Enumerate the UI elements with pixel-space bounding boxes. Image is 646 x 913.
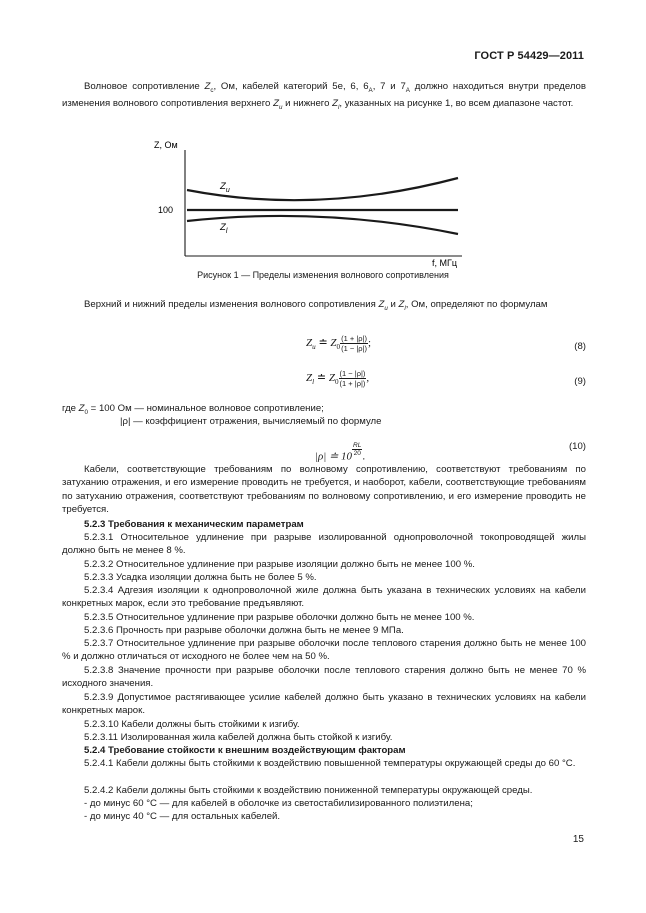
item-5-2-3-4: 5.2.3.4 Адгезия изоляции к однопроволочной жиле должна быть указана в технических условиях на кабели конкретных марок, если это требование предъявляют. (62, 585, 586, 610)
formula-10-exponent: $\frac{RL}{20}$ (353, 442, 362, 457)
formula-8: $Z_u$ ≐ $Z_0$ $\frac{(1 + |\rho|)}{(1 - |\rho|)}$ ; (306, 334, 372, 353)
formula-9-number: (9) (574, 376, 586, 387)
where-line-1: где $Z_0 = 100$ Ом — номинальное волновое сопротивление; (62, 403, 324, 416)
page-number: 15 (572, 834, 584, 845)
item-5-2-4-1: 5.2.4.1 Кабели должны быть стойкими к воздействию повышенной температуры окружающей среды до 60 °С. (84, 758, 576, 769)
intro-paragraph: Волновое сопротивление $Z_c$, Ом, кабелей категорий 5е, 6, $6_A$, 7 и $7_A$ должно находиться внутри пределов изменения волнового сопротивления верхнего $Z_u$ и нижнего $Z_l$, указанных на рисунке 1, во всем диапазоне частот. (62, 81, 586, 112)
item-5-2-3-9: 5.2.3.9 Допустимое растягивающее усилие кабелей должно быть указано в технических условиях на кабели конкретных марок. (62, 692, 586, 717)
lower-limit-curve (187, 216, 458, 234)
formula-8-number: (8) (574, 341, 586, 352)
item-5-2-3-8: 5.2.3.8 Значение прочности при разрыве оболочки после теплового старения должно быть не менее 70 % исходного значения. (62, 665, 586, 690)
formula-9-fraction: $\frac{(1 - |\rho|)}{(1 + |\rho|)}$ (339, 369, 366, 388)
formula-10-number: (10) (568, 441, 586, 452)
upper-curve-label: $Z_u$ (220, 181, 230, 194)
formula-8-fraction: $\frac{(1 + |\rho|)}{(1 - |\rho|)}$ (341, 334, 368, 353)
upper-limit-curve (187, 178, 458, 200)
item-5-2-3-11: 5.2.3.11 Изолированная жила кабелей должна быть стойкой к изгибу. (84, 732, 393, 743)
dash-item-1: - до минус 60 °С — для кабелей в оболочке из светостабилизированного полиэтилена; (84, 798, 473, 809)
x-axis-label: f, МГц (432, 258, 458, 268)
item-5-2-3-2: 5.2.3.2 Относительное удлинение при разрыве изоляции должно быть не менее 100 %. (84, 559, 475, 570)
tick-label-100: 100 (158, 205, 174, 215)
item-5-2-3-3: 5.2.3.3 Усадка изоляции должна быть не более 5 %. (84, 572, 317, 583)
figure-caption: Рисунок 1 — Пределы изменения волнового сопротивления (197, 270, 449, 280)
document-header: ГОСТ Р 54429—2011 (474, 50, 584, 62)
limits-paragraph: Верхний и нижний пределы изменения волнового сопротивления $Z_u$ и $Z_l$, Ом, определяют по формулам (84, 299, 548, 312)
item-5-2-4-2: 5.2.4.2 Кабели должны быть стойкими к воздействию пониженной температуры окружающей среды. (84, 785, 533, 796)
y-axis-label: Z, Ом (154, 140, 178, 150)
formula-9: $Z_l$ ≐ $Z_0$ $\frac{(1 - |\rho|)}{(1 + |\rho|)}$ , (306, 369, 370, 388)
where-line-2: |ρ| — коэффициент отражения, вычисляемый по формуле (120, 416, 382, 427)
item-5-2-3-7: 5.2.3.7 Относительное удлинение при разрыве оболочки после теплового старения должно быть не менее 100 % и должно отличаться от исходного не более чем на 50 %. (62, 638, 586, 663)
item-5-2-3-10: 5.2.3.10 Кабели должны быть стойкими к изгибу. (84, 719, 300, 730)
formula-10: |ρ| ≐ 10 $\frac{RL}{20}$ . (315, 442, 366, 463)
item-5-2-3-6: 5.2.3.6 Прочность при разрыве оболочки должна быть не менее 9 МПа. (84, 625, 404, 636)
return-loss-paragraph: Кабели, соответствующие требованиям по волновому сопротивлению, соответствуют требованиям по затуханию отражения, и его измерение проводить не требуется, и наоборот, кабели, соответствующие требованиям по затуханию отражения, соответствуют требованиям по волновому сопротивлению, и его измерение проводить не требуется. (62, 464, 586, 516)
section-5-2-4-title: 5.2.4 Требование стойкости к внешним воздействующим факторам (84, 745, 406, 756)
section-5-2-3-title: 5.2.3 Требования к механическим параметрам (84, 519, 304, 530)
lower-curve-label: $Z_l$ (220, 222, 228, 235)
dash-item-2: - до минус 40 °С — для остальных кабелей. (84, 811, 281, 822)
item-5-2-3-1: 5.2.3.1 Относительное удлинение при разрыве изолированной однопроволочной токопроводящей жилы должно быть не менее 8 %. (62, 532, 586, 557)
item-5-2-3-5: 5.2.3.5 Относительное удлинение при разрыве оболочки должно быть не менее 100 %. (84, 612, 475, 623)
